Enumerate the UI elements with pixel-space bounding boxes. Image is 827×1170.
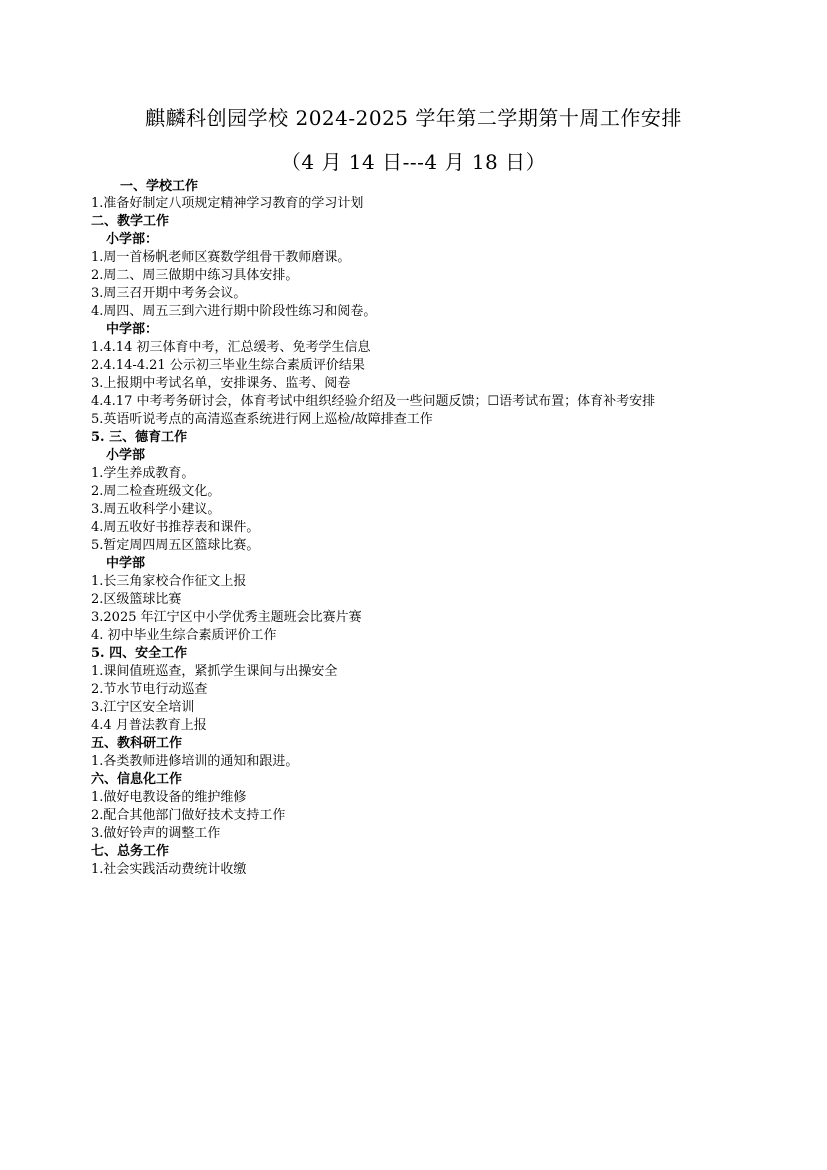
list-item: 1.周一首杨帆老师区赛数学组骨干教师磨课。 [91,250,351,265]
list-item: 1.4.14 初三体育中考，汇总缓考、免考学生信息 [91,340,371,355]
list-item: 4.周四、周五三到六进行期中阶段性练习和阅卷。 [91,304,377,319]
section-heading: 5. 三、德育工作 [91,430,188,445]
list-item: 3.上报期中考试名单，安排课务、监考、阅卷 [91,376,351,391]
list-item: 2.周二、周三做期中练习具体安排。 [91,268,299,283]
list-item: 3.2025 年江宁区中小学优秀主题班会比赛片赛 [91,610,362,625]
list-item: 1.学生养成教育。 [91,466,195,481]
list-item: 3.做好铃声的调整工作 [91,826,221,841]
list-item: 2.区级篮球比赛 [91,592,182,607]
list-item: 3.江宁区安全培训 [91,700,195,715]
list-item: 1.做好电教设备的维护维修 [91,790,247,805]
section-heading: 5. 四、安全工作 [91,646,188,661]
list-item: 4. 初中毕业生综合素质评价工作 [91,628,277,643]
list-item: 4.4 月普法教育上报 [91,718,207,733]
section-heading: 二、教学工作 [91,214,170,229]
list-item: 1.准备好制定八项规定精神学习教育的学习计划 [91,196,364,211]
document-title: 麒麟科创园学校 2024-2025 学年第二学期第十周工作安排 [145,106,682,130]
list-item: 4.周五收好书推荐表和课件。 [91,520,260,535]
list-item: 2.4.14-4.21 公示初三毕业生综合素质评价结果 [91,358,365,373]
list-item: 2.周二检查班级文化。 [91,484,221,499]
section-heading: 中学部： [106,322,159,337]
list-item: 1.各类教师进修培训的通知和跟进。 [91,754,299,769]
section-heading: 六、信息化工作 [91,772,183,787]
list-item: 2.节水节电行动巡查 [91,682,208,697]
section-heading: 一、学校工作 [120,179,199,194]
list-item: 3.周三召开期中考务会议。 [91,286,247,301]
list-item: 1.长三角家校合作征文上报 [91,574,247,589]
section-heading: 小学部： [106,232,159,247]
section-heading: 七、总务工作 [91,844,170,859]
list-item: 5.暂定周四周五区篮球比赛。 [91,538,260,553]
list-item: 5.英语听说考点的高清巡查系统进行网上巡检/故障排查工作 [91,412,433,427]
section-heading: 五、教科研工作 [91,736,183,751]
list-item: 3.周五收科学小建议。 [91,502,221,517]
section-heading: 小学部 [106,448,146,463]
section-heading: 中学部 [106,556,146,571]
document-subtitle: （4 月 14 日---4 月 18 日） [280,150,547,174]
list-item: 1.课间值班巡查，紧抓学生课间与出操安全 [91,664,338,679]
list-item: 2.配合其他部门做好技术支持工作 [91,808,286,823]
list-item: 4.4.17 中考考务研讨会，体育考试中组织经验介绍及一些问题反馈；☐语考试布置；体育补考安排 [91,394,656,409]
list-item: 1.社会实践活动费统计收缴 [91,862,247,877]
